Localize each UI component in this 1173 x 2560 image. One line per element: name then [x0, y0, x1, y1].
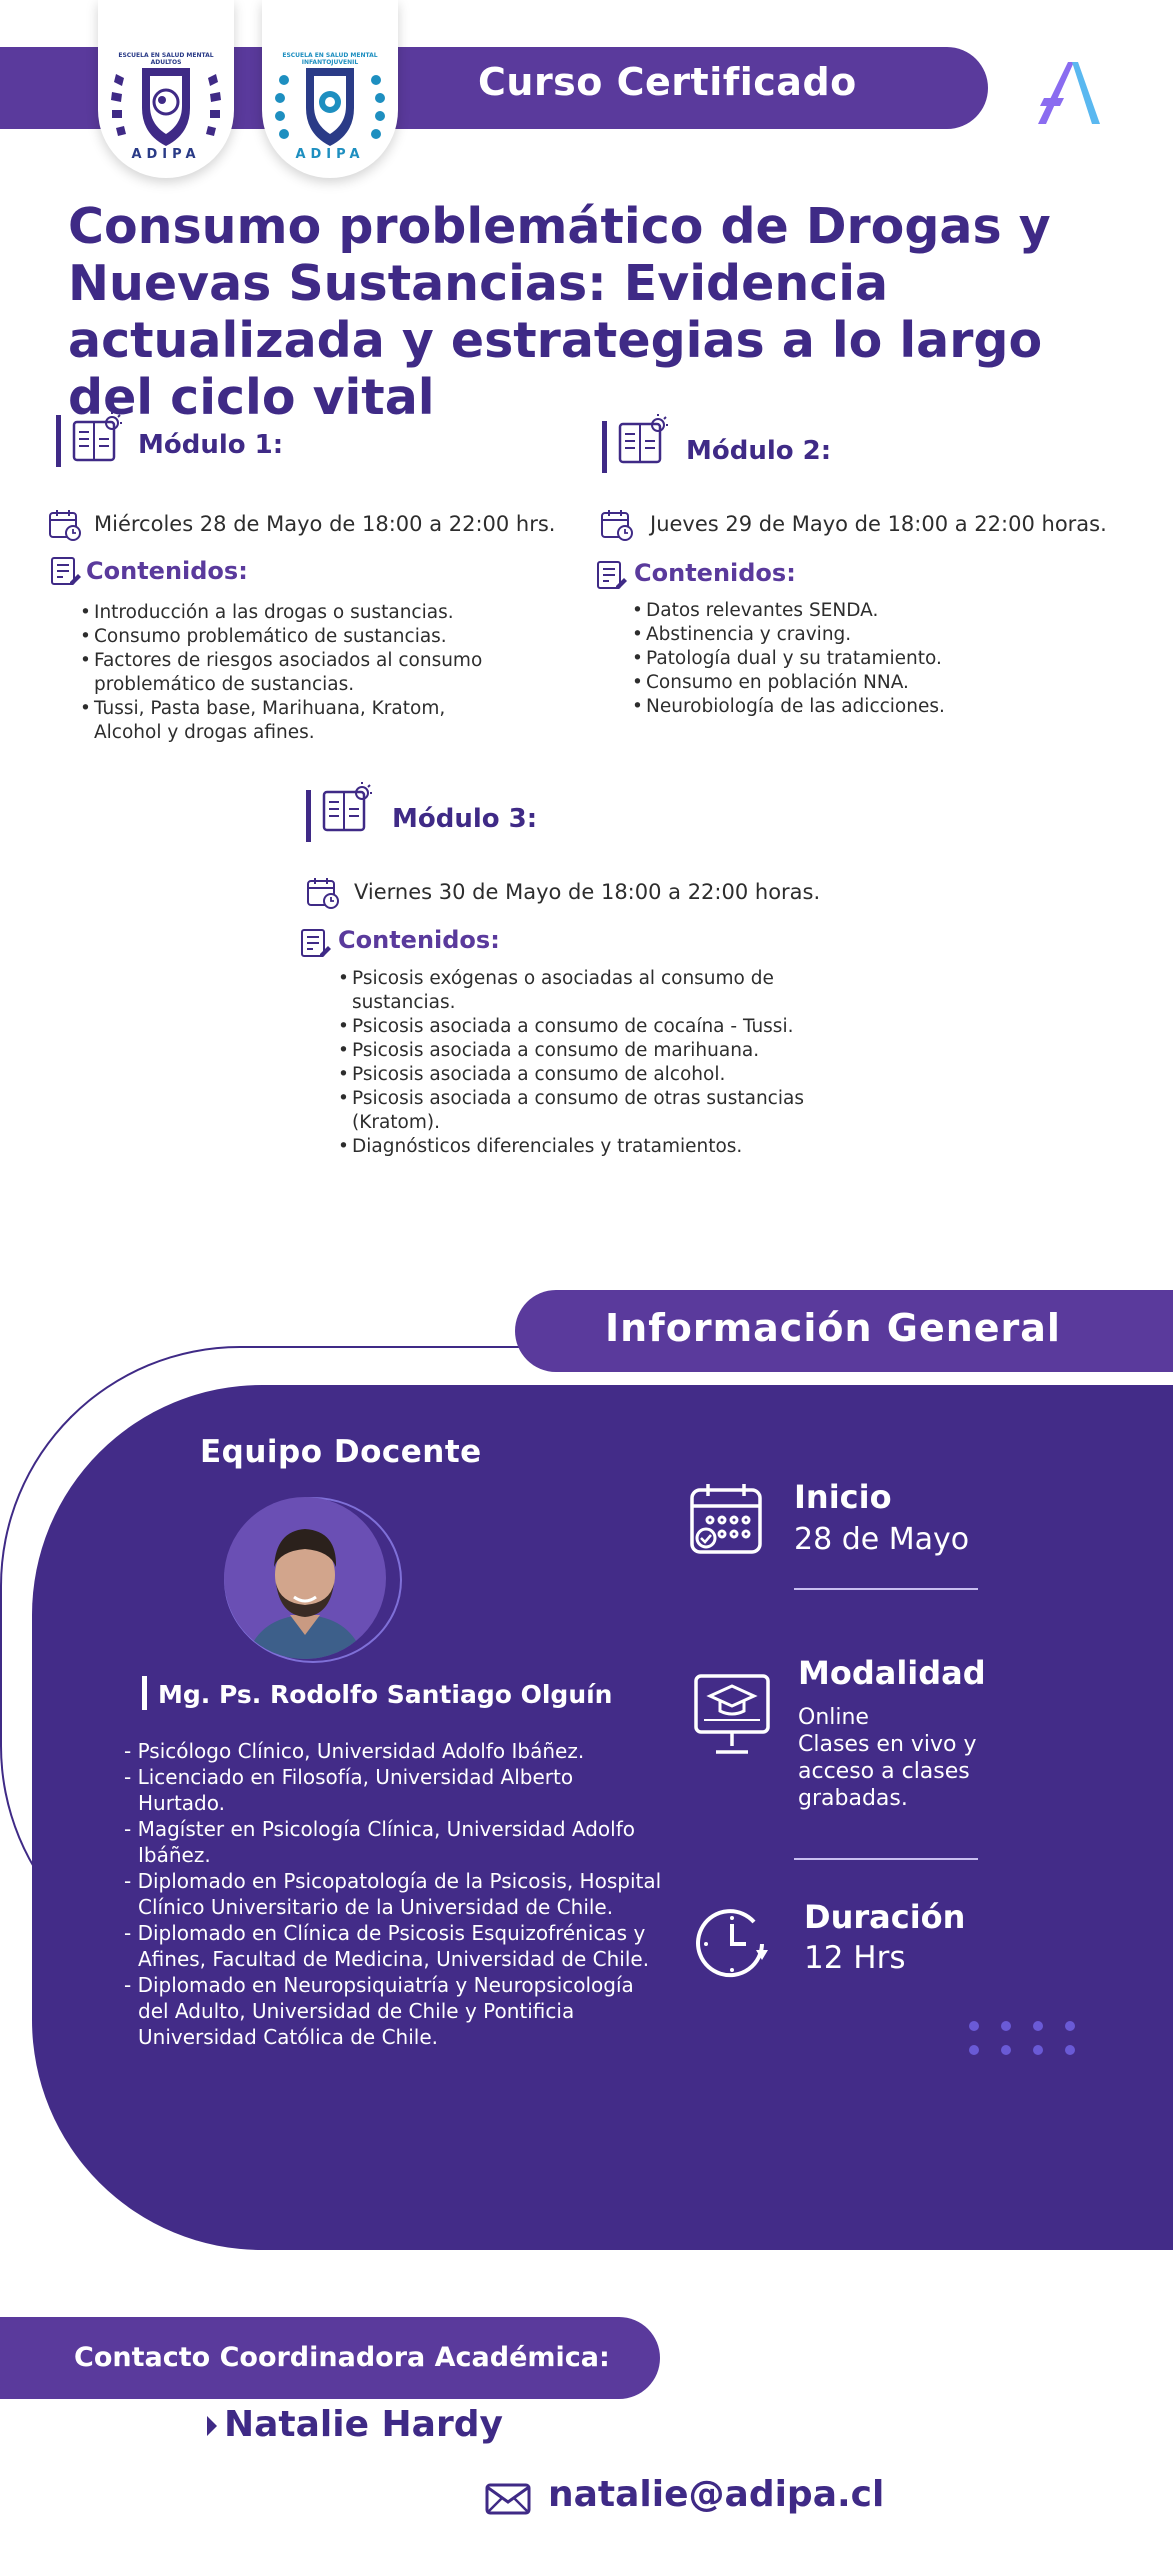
module-1-date: Miércoles 28 de Mayo de 18:00 a 22:00 hrs.: [94, 512, 556, 536]
mode-line: Online: [798, 1705, 869, 1730]
calendar-icon: [306, 876, 340, 910]
module-3-bar: [306, 790, 311, 842]
badge-right-name: ADIPA: [295, 147, 365, 162]
clock-icon: [694, 1904, 780, 1984]
separator: [794, 1858, 978, 1860]
list-item: - Psicólogo Clínico, Universidad Adolfo Ibáñez.: [124, 1739, 585, 1763]
study-icon: [70, 412, 126, 466]
badge-left-name: ADIPA: [131, 147, 201, 162]
module-2-date: Jueves 29 de Mayo de 18:00 a 22:00 horas.: [650, 512, 1107, 536]
header-title: Curso Certificado: [478, 60, 857, 104]
calendar-icon: [600, 508, 634, 542]
badge-right-line2: INFANTOJUVENIL: [301, 59, 359, 66]
caret-right-icon: [204, 2413, 220, 2439]
list-item: • Neurobiología de las adicciones.: [632, 695, 1052, 719]
teacher-name-bar: [142, 1676, 147, 1710]
module-1-bar: [56, 415, 61, 467]
mode-value: [798, 1704, 977, 1812]
computer-graduation-icon: [692, 1672, 772, 1758]
document-edit-icon: [300, 928, 332, 960]
list-item: - Diplomado en Clínica de Psicosis Esquizofrénicas y Afines, Facultad de Medicina, Universidad de Chile.: [124, 1921, 650, 1971]
start-label: Inicio: [794, 1478, 892, 1516]
badge-left-line1: ESCUELA EN SALUD MENTAL: [118, 52, 214, 59]
badge-right-line1: ESCUELA EN SALUD MENTAL: [282, 52, 378, 59]
module-3-title: Módulo 3:: [392, 804, 538, 834]
list-item: • Patología dual y su tratamiento.: [632, 647, 1052, 671]
mode-line: Clases en vivo y: [798, 1732, 977, 1757]
list-item: • Factores de riesgos asociados al consumo problemático de sustancias.: [80, 649, 510, 697]
study-icon: [616, 414, 672, 468]
avatar: [224, 1497, 386, 1659]
module-2-title: Módulo 2:: [686, 436, 832, 466]
mode-label: Modalidad: [798, 1654, 986, 1692]
adipa-logo-icon: [1034, 58, 1102, 126]
calendar-icon: [688, 1482, 764, 1558]
badge-adultos: [98, 0, 234, 178]
module-1-title: Módulo 1:: [138, 430, 284, 460]
info-header-title: Información General: [605, 1306, 1061, 1350]
start-value: 28 de Mayo: [794, 1522, 970, 1557]
team-label: Equipo Docente: [200, 1434, 482, 1470]
list-item: - Diplomado en Psicopatología de la Psicosis, Hospital Clínico Universitario de la Universidad de Chile.: [124, 1869, 662, 1919]
list-item: - Diplomado en Neuropsiquiatría y Neuropsicología del Adulto, Universidad de Chile y Pontificia Universidad Católica de Chile.: [124, 1973, 634, 2049]
list-item: • Consumo en población NNA.: [632, 671, 1052, 695]
list-item: • Consumo problemático de sustancias.: [80, 625, 510, 649]
contact-label: Contacto Coordinadora Académica:: [74, 2342, 610, 2373]
module-3-date: Viernes 30 de Mayo de 18:00 a 22:00 horas.: [354, 880, 821, 904]
course-title: Consumo problemático de Drogas y Nuevas Sustancias: Evidencia actualizada y estrategias a lo largo del ciclo vital: [68, 198, 1051, 426]
module-1-contents-label: Contenidos:: [86, 557, 248, 585]
list-item: • Introducción a las drogas o sustancias.: [80, 601, 510, 625]
teacher-cv-list: [124, 1738, 664, 2050]
list-item: • Tussi, Pasta base, Marihuana, Kratom, Alcohol y drogas afines.: [80, 697, 510, 745]
calendar-icon: [48, 508, 82, 542]
duration-label: Duración: [804, 1898, 966, 1936]
module-3-contents-list: [338, 967, 858, 1159]
document-edit-icon: [50, 556, 82, 588]
list-item: • Diagnósticos diferenciales y tratamientos.: [338, 1135, 858, 1159]
module-2-contents-list: [632, 599, 1052, 719]
mode-line: grabadas.: [798, 1786, 908, 1811]
contact-name: Natalie Hardy: [224, 2404, 503, 2445]
list-item: - Licenciado en Filosofía, Universidad Alberto Hurtado.: [124, 1765, 574, 1815]
separator: [794, 1588, 978, 1590]
list-item: • Datos relevantes SENDA.: [632, 599, 1052, 623]
envelope-icon: [484, 2482, 532, 2516]
module-2-contents-label: Contenidos:: [634, 559, 796, 587]
badge-infantojuvenil: [262, 0, 398, 178]
mode-line: acceso a clases: [798, 1759, 970, 1784]
list-item: • Psicosis asociada a consumo de alcohol.: [338, 1063, 858, 1087]
contact-email-link[interactable]: natalie@adipa.cl: [548, 2474, 885, 2515]
module-1-contents-list: [80, 601, 510, 745]
study-icon: [320, 782, 376, 836]
document-edit-icon: [596, 560, 628, 592]
list-item: • Psicosis asociada a consumo de otras sustancias (Kratom).: [338, 1087, 858, 1135]
list-item: • Psicosis exógenas o asociadas al consumo de sustancias.: [338, 967, 858, 1015]
module-3-contents-label: Contenidos:: [338, 926, 500, 954]
module-2-bar: [602, 421, 607, 473]
list-item: • Psicosis asociada a consumo de cocaína - Tussi.: [338, 1015, 858, 1039]
list-item: - Magíster en Psicología Clínica, Universidad Adolfo Ibáñez.: [124, 1817, 635, 1867]
badge-left-line2: ADULTOS: [150, 59, 182, 66]
dots-decoration: [966, 2018, 1078, 2058]
list-item: • Psicosis asociada a consumo de marihuana.: [338, 1039, 858, 1063]
duration-value: 12 Hrs: [804, 1940, 906, 1976]
list-item: • Abstinencia y craving.: [632, 623, 1052, 647]
teacher-name: Mg. Ps. Rodolfo Santiago Olguín: [158, 1680, 613, 1709]
